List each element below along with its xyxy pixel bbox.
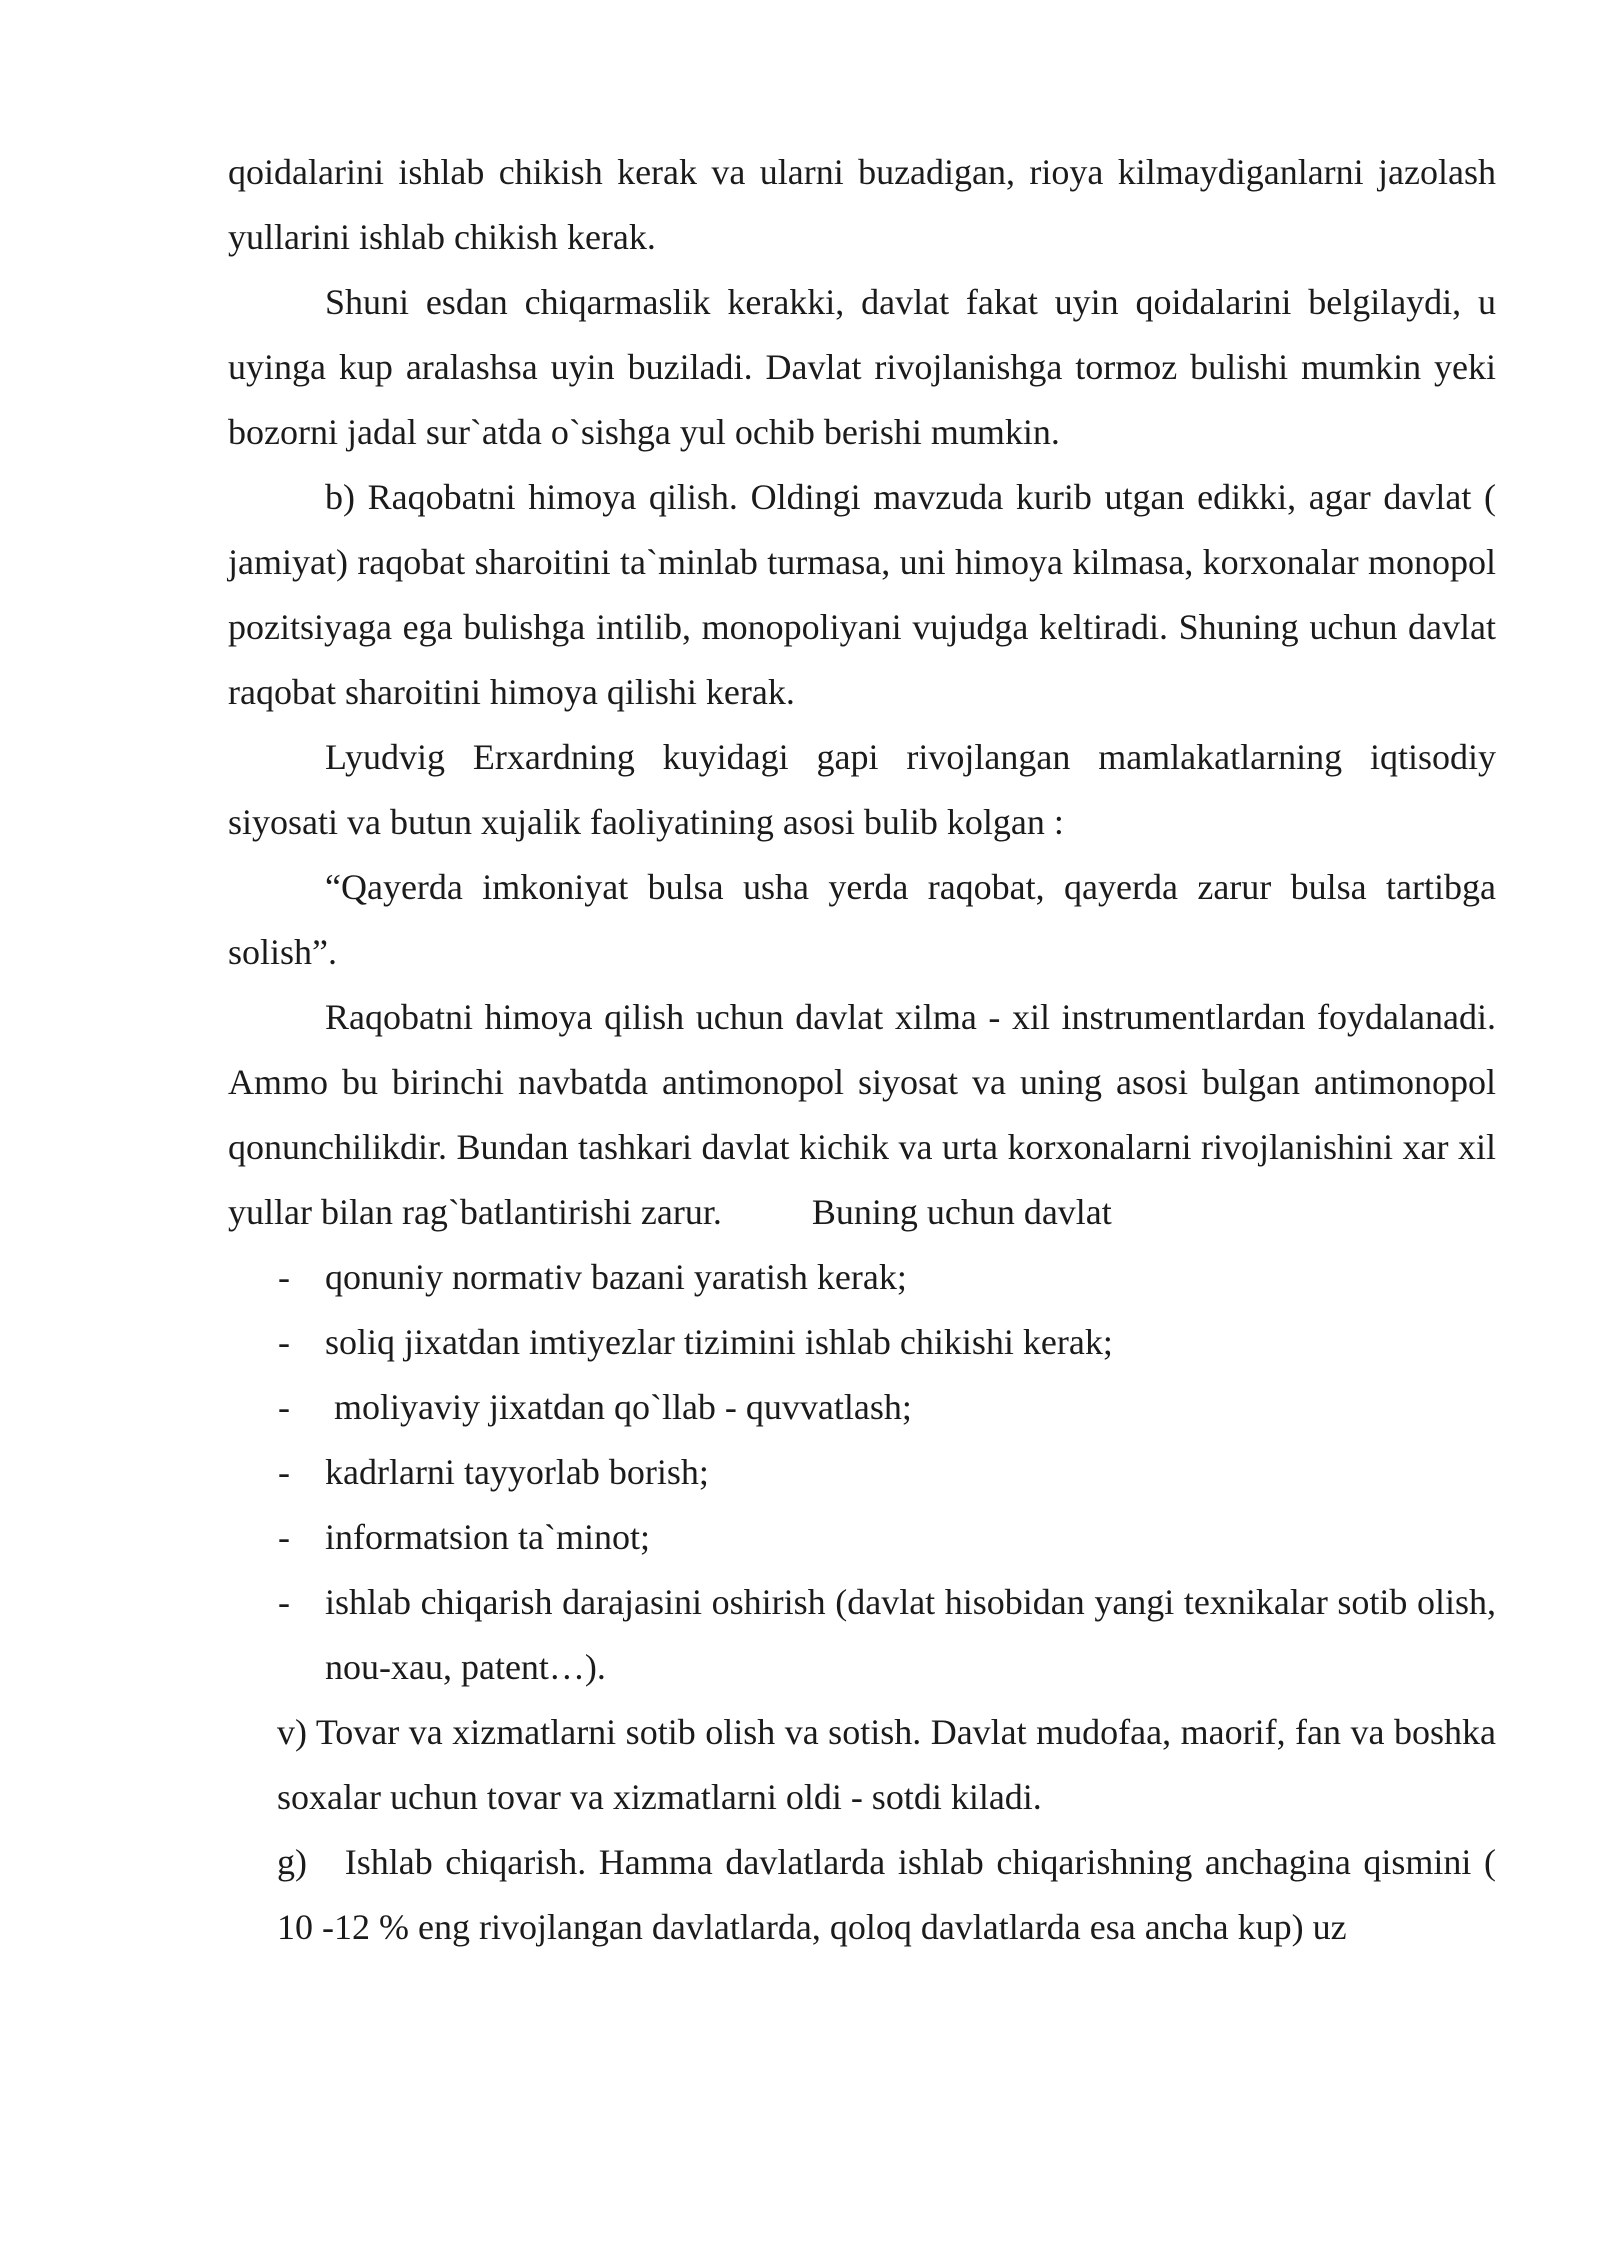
paragraph-7: v) Tovar va xizmatlarni sotib olish va sotish. Davlat mudofaa, maorif, fan va boshka soxalar uchun tovar va xizmatlarni oldi - sotdi kiladi. (277, 1712, 1496, 1817)
list-dash: - (278, 1257, 290, 1297)
list-dash: - (278, 1322, 290, 1362)
quote-paragraph: “Qayerda imkoniyat bulsa usha yerda raqobat, qayerda zarur bulsa tartibga solish”. (228, 867, 1496, 972)
list-item-text: qonuniy normativ bazani yaratish kerak; (325, 1257, 907, 1297)
paragraph-6: Raqobatni himoya qilish uchun davlat xilma - xil instrumentlardan foydalanadi. Ammo bu birinchi navbatda antimonopol siyosat va uning asosi bulgan antimonopol qonunchilikdir. Bundan tashkari davlat kichik va urta korxonalarni rivojlanishini xar xil yullar bilan rag`batlantirishi zarur. Buning uchun davlat (228, 997, 1505, 1232)
list-dash: - (278, 1582, 290, 1622)
list-item-text: moliyaviy jixatdan qo`llab - quvvatlash; (325, 1387, 912, 1427)
list-item (228, 1505, 1496, 1570)
paragraph-8: g) Ishlab chiqarish. Hamma davlatlarda ishlab chiqarishning anchagina qismini ( 10 -12 % eng rivojlangan davlatlarda, qoloq davlatlarda esa ancha kup) uz (277, 1842, 1505, 1947)
document-body (228, 140, 1505, 1960)
list-item (228, 1570, 1496, 1700)
measures-list (228, 1245, 1496, 1700)
list-dash: - (278, 1387, 290, 1427)
paragraph-3: b) Raqobatni himoya qilish. Oldingi mavzuda kurib utgan edikki, agar davlat ( jamiyat) raqobat sharoitini ta`minlab turmasa, uni himoya kilmasa, korxonalar monopol pozitsiyaga ega bulishga intilib, monopoliyani vujudga keltiradi. Shuning uchun davlat raqobat sharoitini himoya qilishi kerak. (228, 477, 1496, 712)
list-item-text: soliq jixatdan imtiyezlar tizimini ishlab chikishi kerak; (325, 1322, 1113, 1362)
list-item-text: ishlab chiqarish darajasini oshirish (davlat hisobidan yangi texnikalar sotib olish, nou-xau, patent…). (325, 1582, 1496, 1687)
list-item (228, 1310, 1496, 1375)
list-item-text: informatsion ta`minot; (325, 1517, 650, 1557)
paragraph-2: Shuni esdan chiqarmaslik kerakki, davlat fakat uyin qoidalarini belgilaydi, u uyinga kup aralashsa uyin buziladi. Davlat rivojlanishga tormoz bulishi mumkin yeki bozorni jadal sur`atda o`sishga yul ochib berishi mumkin. (228, 282, 1496, 452)
list-item (228, 1375, 1496, 1440)
list-item-text: kadrlarni tayyorlab borish; (325, 1452, 709, 1492)
list-dash: - (278, 1517, 290, 1557)
paragraph-4: Lyudvig Erxardning kuyidagi gapi rivojlangan mamlakatlarning iqtisodiy siyosati va butun xujalik faoliyatining asosi bulib kolgan : (228, 737, 1496, 842)
list-item (228, 1245, 1496, 1310)
list-item (228, 1440, 1496, 1505)
paragraph-1: qoidalarini ishlab chikish kerak va ularni buzadigan, rioya kilmaydiganlarni jazolash yullarini ishlab chikish kerak. (228, 152, 1496, 257)
list-dash: - (278, 1452, 290, 1492)
